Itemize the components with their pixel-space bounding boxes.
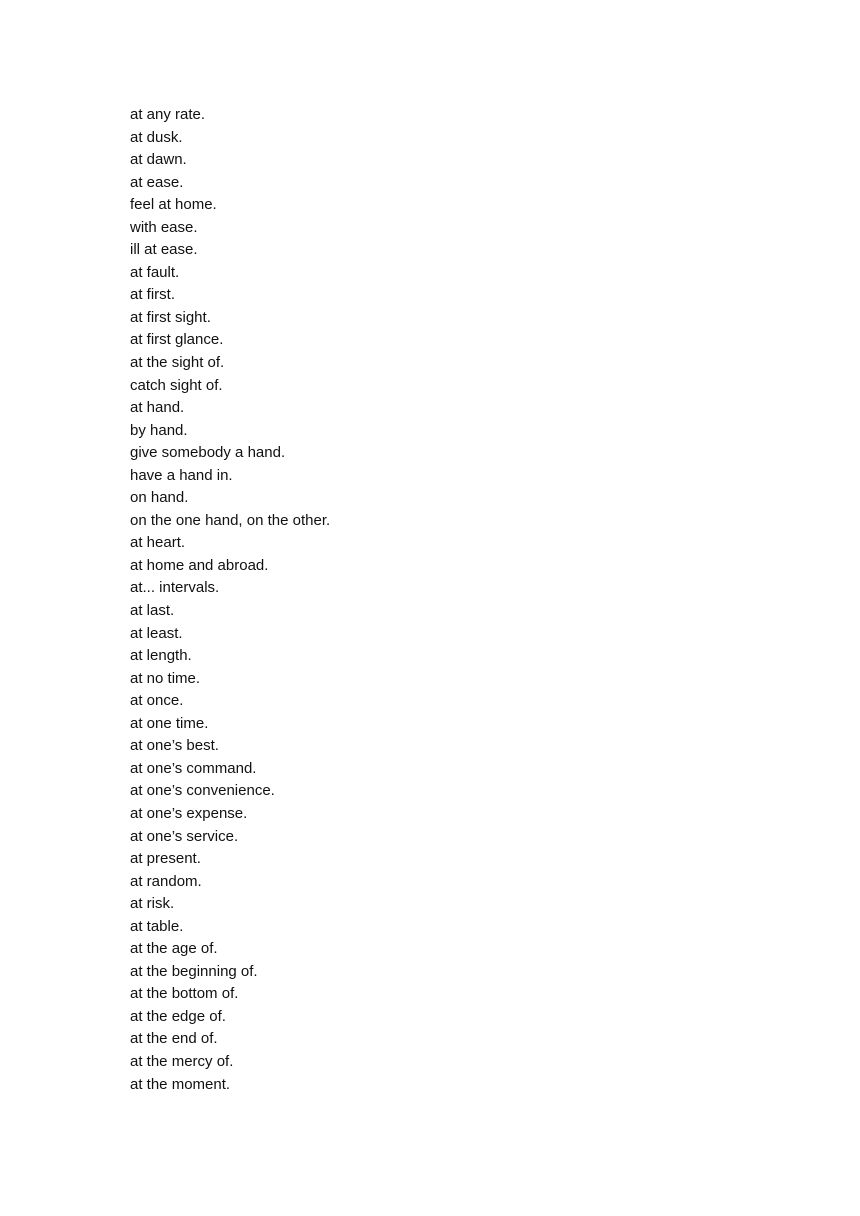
phrase-item: at heart. <box>130 534 186 552</box>
phrase-item: catch sight of. <box>130 376 223 394</box>
phrase-item: at first sight. <box>130 308 211 326</box>
phrase-item: at the mercy of. <box>130 1052 234 1070</box>
phrase-item: at hand. <box>130 399 185 417</box>
phrase-item: at the sight of. <box>130 354 225 372</box>
phrase-item: with ease. <box>130 218 198 236</box>
phrase-item: at the age of. <box>130 940 218 958</box>
phrase-item: at random. <box>130 872 202 890</box>
phrase-item: at risk. <box>130 895 175 913</box>
phrase-item: at fault. <box>130 263 180 281</box>
phrase-item: at ease. <box>130 173 184 191</box>
phrase-item: by hand. <box>130 421 188 439</box>
phrase-item: on the one hand, on the other. <box>130 511 331 529</box>
phrase-item: at the bottom of. <box>130 985 239 1003</box>
phrase-item: have a hand in. <box>130 466 233 484</box>
phrase-item: at one’s best. <box>130 737 219 755</box>
phrase-item: feel at home. <box>130 196 217 214</box>
phrase-item: at least. <box>130 624 183 642</box>
phrase-item: at home and abroad. <box>130 556 269 574</box>
phrase-item: at one’s expense. <box>130 804 248 822</box>
phrase-item: at length. <box>130 647 192 665</box>
phrase-item: at one’s service. <box>130 827 239 845</box>
phrase-item: at dusk. <box>130 128 183 146</box>
phrase-item: at dawn. <box>130 151 187 169</box>
phrase-item: on hand. <box>130 489 189 507</box>
phrase-item: at the beginning of. <box>130 962 258 980</box>
phrase-item: at one’s convenience. <box>130 782 275 800</box>
phrase-item: at one’s command. <box>130 759 257 777</box>
phrase-item: at the end of. <box>130 1030 218 1048</box>
phrase-item: at... intervals. <box>130 579 220 597</box>
phrase-item: at once. <box>130 692 184 710</box>
phrase-item: at first. <box>130 286 176 304</box>
phrase-item: at table. <box>130 917 184 935</box>
phrase-item: at first glance. <box>130 331 224 349</box>
phrase-item: give somebody a hand. <box>130 444 286 462</box>
phrase-item: at present. <box>130 850 201 868</box>
phrase-list <box>130 104 330 1096</box>
phrase-item: at any rate. <box>130 106 206 123</box>
phrase-item: ill at ease. <box>130 241 198 259</box>
phrase-item: at no time. <box>130 669 201 687</box>
phrase-item: at last. <box>130 602 175 620</box>
phrase-item: at one time. <box>130 714 209 732</box>
phrase-item: at the edge of. <box>130 1007 226 1025</box>
phrase-item: at the moment. <box>130 1075 231 1093</box>
